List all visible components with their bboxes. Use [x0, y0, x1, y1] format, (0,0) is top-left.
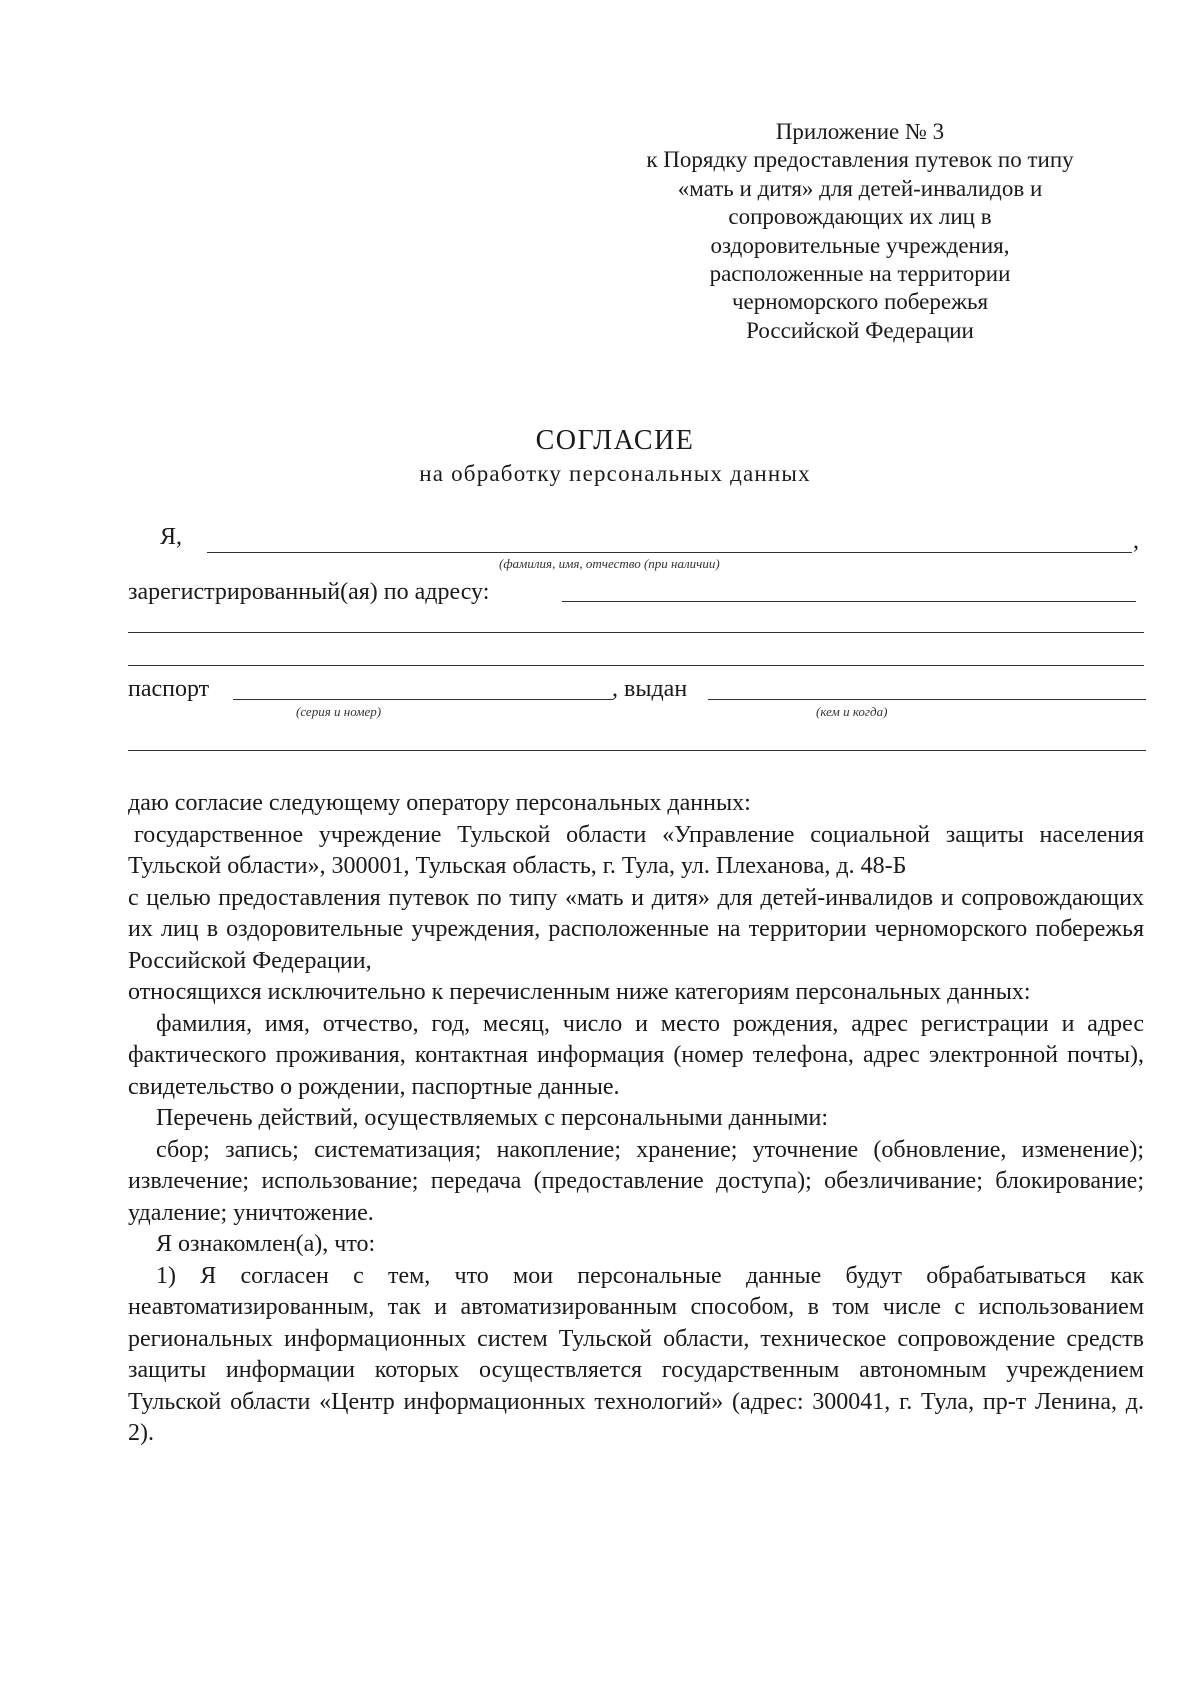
- name-field-line[interactable]: [207, 552, 1132, 553]
- document-title: СОГЛАСИЕ: [535, 425, 695, 456]
- document-subtitle: на обработку персональных данных: [419, 461, 811, 486]
- appendix-line: сопровождающих их лиц в: [728, 204, 992, 230]
- issued-field-line-2[interactable]: [128, 750, 1146, 751]
- name-caption: (фамилия, имя, отчество (при наличии): [499, 556, 720, 571]
- actions-text: сбор; запись; систематизация; накопление; хранение; уточнение (обновление, изменение); извлечение; использование; передача (предоставление доступа); обезличивание; блокирование; удаление; уничтожение.: [128, 1136, 1144, 1226]
- consent-body: [128, 788, 1144, 1450]
- purpose-text: с целью предоставления путевок по типу «мать и дитя» для детей-инвалидов и сопровождающих их лиц в оздоровительные учреждения, расположенные на территории черноморского побережья Российской Федерации,: [128, 884, 1144, 974]
- item-1-text: 1) Я согласен с тем, что мои персональные данные будут обрабатываться как неавтоматизированным, так и автоматизированным способом, в том числе с использованием региональных информационных систем Тульской области, техническое сопровождение средств защиты информации которых осуществляется государственным автономным учреждением Тульской области «Центр информационных технологий» (адрес: 300041, г. Тула, пр-т Ленина, д. 2).: [128, 1262, 1144, 1446]
- categories-intro: относящихся исключительно к перечисленным ниже категориям персональных данных:: [128, 979, 1031, 1005]
- appendix-line: черноморского побережья: [731, 289, 989, 315]
- appendix-line: Приложение № 3: [775, 119, 945, 144]
- address-field-line[interactable]: [562, 601, 1136, 602]
- issued-label: , выдан: [612, 676, 688, 702]
- address-field-line-2[interactable]: [128, 632, 1144, 633]
- appendix-line: «мать и дитя» для детей-инвалидов и: [677, 175, 1043, 201]
- i-label: Я,: [160, 524, 183, 550]
- address-field-line-3[interactable]: [128, 665, 1144, 666]
- acquainted-text: Я ознакомлен(а), что:: [156, 1231, 376, 1257]
- appendix-header: [630, 118, 1090, 345]
- actions-intro: Перечень действий, осуществляемых с персональными данными:: [156, 1105, 829, 1131]
- passport-label: паспорт: [128, 676, 210, 702]
- appendix-line: расположенные на территории: [709, 261, 1011, 287]
- name-comma: ,: [1133, 528, 1139, 554]
- issued-caption: (кем и когда): [816, 704, 888, 719]
- appendix-line: к Порядку предоставления путевок по типу: [646, 147, 1074, 173]
- appendix-line: Российской Федерации: [746, 317, 974, 343]
- appendix-line: оздоровительные учреждения,: [710, 232, 1010, 258]
- consent-intro: даю согласие следующему оператору персональных данных:: [128, 790, 751, 816]
- operator-text: государственное учреждение Тульской области «Управление социальной защиты населения Тульской области», 300001, Тульская область, г. Тула, ул. Плеханова, д. 48-Б: [128, 821, 1144, 879]
- passport-field-line[interactable]: [233, 699, 613, 700]
- categories-text: фамилия, имя, отчество, год, месяц, число и место рождения, адрес регистрации и адрес фактического проживания, контактная информация (номер телефона, адрес электронной почты), свидетельство о рождении, паспортные данные.: [128, 1010, 1144, 1100]
- issued-field-line[interactable]: [708, 699, 1146, 700]
- address-label: зарегистрированный(ая) по адресу:: [128, 579, 490, 605]
- passport-caption: (серия и номер): [296, 704, 382, 719]
